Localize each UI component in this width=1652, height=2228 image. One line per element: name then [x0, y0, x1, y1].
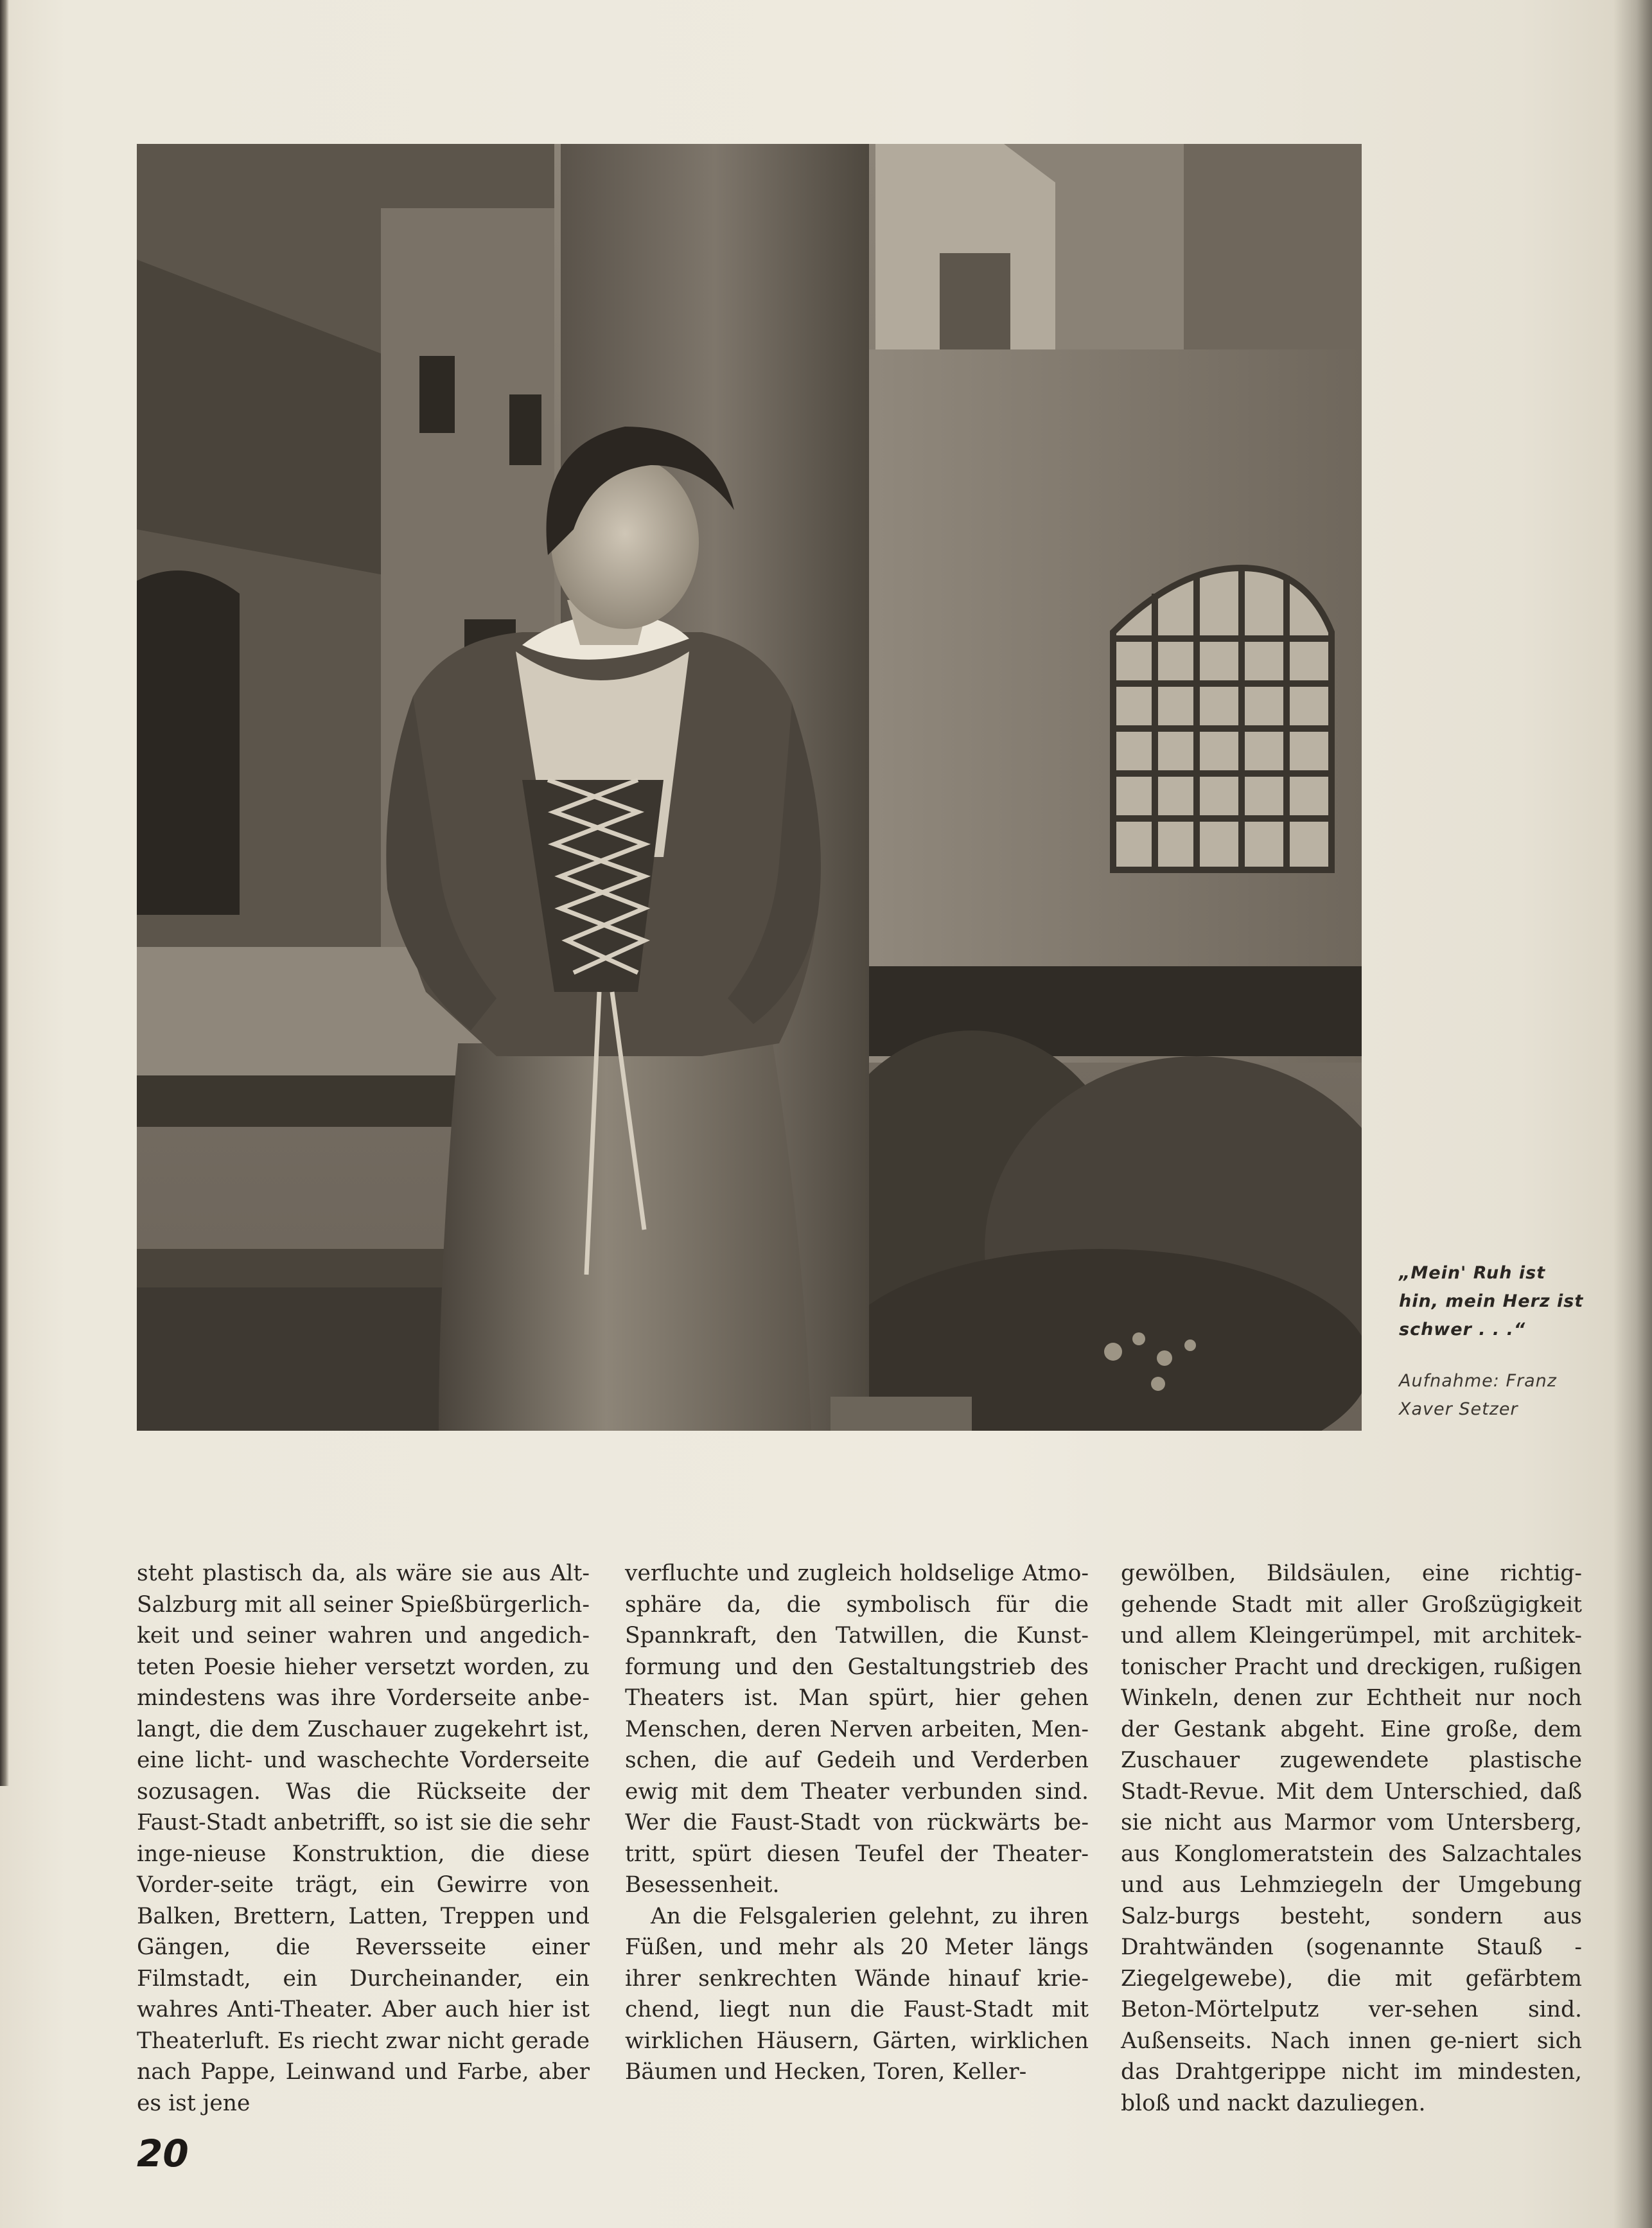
photo-credit: Aufnahme: Franz Xaver Setzer: [1399, 1371, 1557, 1419]
paragraph: steht plastisch da, als wäre sie aus Alt-Salzburg mit all seiner Spießbürgerlich-keit und seiner wahren und angedich-teten Poesie hieher versetzt worden, zu mindestens was ihre Vorderseite anbe-langt, die dem Zuschauer zugekehrt ist, eine licht- und waschechte Vorderseite sozusagen. Was die Rückseite der Faust-Stadt anbetrifft, so ist sie die sehr inge-nieuse Konstruktion, die diese Vorder-seite trägt, ein Gewirre von Balken, Brettern, Latten, Treppen und Gängen, die Reversseite einer Filmstadt, ein Durcheinander, ein wahres Anti-Theater. Aber auch hier ist Theaterluft. Es riecht zwar nicht gerade nach Pappe, Leinwand und Farbe, aber es ist jene: [137, 1560, 590, 2116]
page-number: 20: [137, 2132, 189, 2175]
caption-quote: „Mein' Ruh ist hin, mein Herz ist schwer . . .“: [1399, 1263, 1584, 1339]
text-column-3: [1121, 1558, 1582, 2119]
page-gutter-shadow: [1613, 0, 1652, 2228]
paragraph: An die Felsgalerien gelehnt, zu ihren Füßen, und mehr als 20 Meter längs ihrer senkrechten Wände hinauf krie-chend, liegt nun die Faust-Stadt mit wirklichen Häusern, Gärten, wirklichen Bäumen und Hecken, Toren, Keller-: [625, 1903, 1089, 2085]
paragraph: verfluchte und zugleich holdselige Atmo-sphäre da, die symbolisch für die Spannkraft, den Tatwillen, die Kunst-formung und den Gestaltungstrieb des Theaters ist. Man spürt, hier gehen Menschen, deren Nerven arbeiten, Men-schen, die auf Gedeih und Verderben ewig mit dem Theater verbunden sind. Wer die Faust-Stadt von rückwärts be-tritt, spürt diesen Teufel der Theater-Besessenheit.: [625, 1560, 1089, 1898]
page-binding-edge: [0, 0, 9, 1786]
text-column-1: [137, 1558, 590, 2119]
photo-illustration: [137, 144, 1362, 1431]
text-column-2: [625, 1558, 1089, 2088]
paragraph: gewölben, Bildsäulen, eine richtig-gehende Stadt mit aller Großzügigkeit und allem Kleingerümpel, mit architek-tonischer Pracht und dreckigen, rußigen Winkeln, denen zur Echtheit nur noch der Gestank abgeht. Eine große, dem Zuschauer zugewendete plastische Stadt-Revue. Mit dem Unterschied, daß sie nicht aus Marmor vom Untersberg, aus Konglomeratstein des Salzachtales und aus Lehmziegeln der Umgebung Salz-burgs besteht, sondern aus Drahtwänden (sogenannte Stauß - Ziegelgewebe), die mit gefärbtem Beton-Mörtelputz ver-sehen sind. Außenseits. Nach innen ge-niert sich das Drahtgerippe nicht im mindesten, bloß und nackt dazuliegen.: [1121, 1560, 1582, 2116]
photo-caption: [1399, 1259, 1585, 1424]
portrait-photo: [137, 144, 1362, 1431]
